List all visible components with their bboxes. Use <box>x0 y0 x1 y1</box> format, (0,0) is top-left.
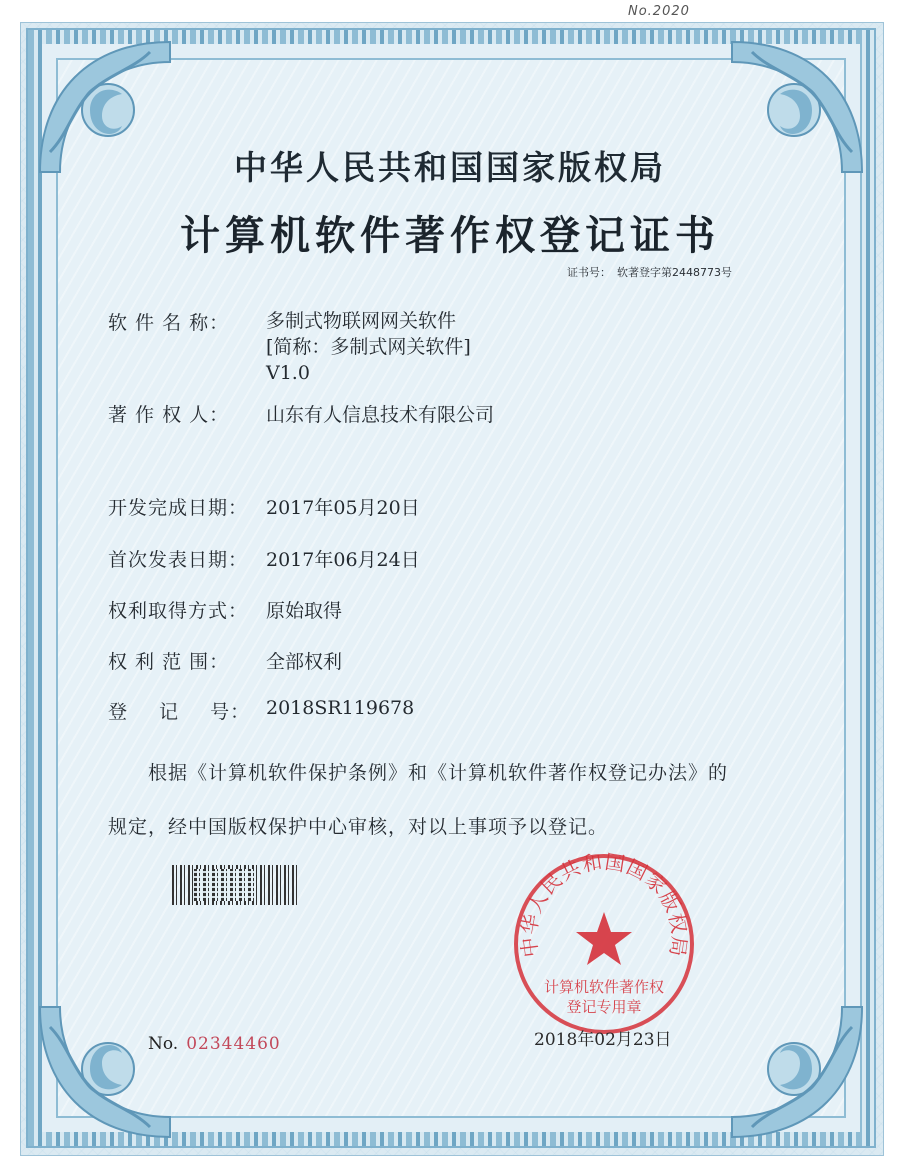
field-owner <box>108 400 494 427</box>
acquisition-value: 原始取得 <box>266 600 343 622</box>
software-version-line: V1.0 <box>266 362 310 384</box>
issue-date: 2018年02月23日 <box>534 1030 672 1050</box>
seal-inner-line-1: 计算机软件著作权 <box>543 978 665 996</box>
field-acquisition-method <box>108 596 342 623</box>
field-publish-date <box>108 545 420 572</box>
reg-number-value: 2018SR119678 <box>266 697 415 719</box>
field-software-name <box>108 308 471 386</box>
scope-label: 权 利 范 围： <box>108 651 230 673</box>
issuer-heading: 中华人民共和国国家版权局 <box>234 148 666 187</box>
field-completion-date <box>108 493 420 520</box>
official-seal <box>510 850 698 1038</box>
completion-date-label: 开发完成日期： <box>108 497 249 519</box>
acquisition-label: 权利取得方式： <box>108 600 249 622</box>
owner-label: 著 作 权 人： <box>108 404 230 426</box>
statement-line-2: 规定，经中国版权保护中心审核，对以上事项予以登记。 <box>108 816 609 838</box>
corner-ornament-bottom-right <box>722 997 872 1147</box>
handwritten-note: No.2020 <box>628 4 690 19</box>
reg-number-label: 登 记 号： <box>108 701 251 723</box>
field-registration-number <box>108 697 414 724</box>
owner-value: 山东有人信息技术有限公司 <box>266 404 495 426</box>
serial-number-label: No. <box>148 1034 179 1054</box>
field-rights-scope <box>108 647 342 674</box>
certificate-number-label: 证书号： <box>567 266 611 279</box>
software-name-label: 软 件 名 称： <box>108 312 230 334</box>
software-short-name-line: [简称：多制式网关软件] <box>266 336 471 358</box>
certificate-number <box>561 264 732 280</box>
corner-ornament-bottom-left <box>30 997 180 1147</box>
publish-date-value: 2017年06月24日 <box>266 549 420 571</box>
software-name-line: 多制式物联网网关软件 <box>266 310 457 332</box>
serial-number-value: 02344460 <box>186 1034 281 1054</box>
serial-number <box>148 1034 281 1054</box>
certificate-title: 计算机软件著作权登记证书 <box>180 212 720 259</box>
barcode <box>172 865 298 905</box>
completion-date-value: 2017年05月20日 <box>266 497 420 519</box>
software-name-value <box>266 308 471 386</box>
certificate-number-value: 软著登字第2448773号 <box>617 266 732 279</box>
seal-ring-text: 中华人民共和国国家版权局 <box>516 850 692 959</box>
seal-inner-line-2: 登记专用章 <box>566 998 642 1016</box>
scope-value: 全部权利 <box>266 651 343 673</box>
publish-date-label: 首次发表日期： <box>108 549 249 571</box>
statement-line-1: 根据《计算机软件保护条例》和《计算机软件著作权登记办法》的 <box>148 762 729 784</box>
seal-star-icon <box>576 912 632 965</box>
qr-code <box>194 869 254 901</box>
